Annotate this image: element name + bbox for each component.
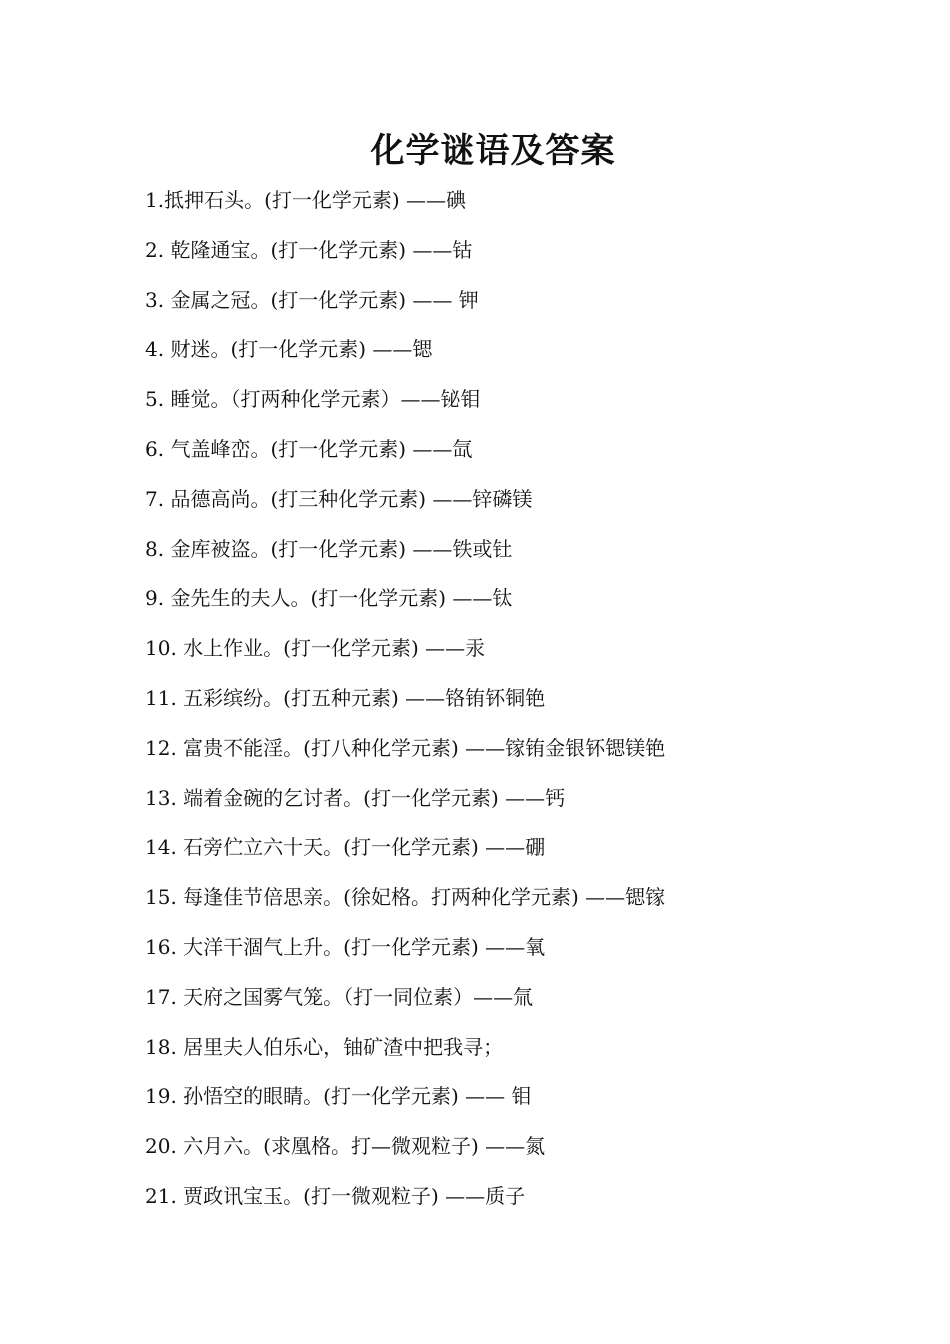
riddle-item: 20. 六月六。(求凰格。打—微观粒子) ——氮 (145, 1134, 546, 1159)
riddle-item: 4. 财迷。(打一化学元素) ——锶 (145, 337, 433, 362)
riddle-item: 18. 居里夫人伯乐心，铀矿渣中把我寻； (145, 1034, 504, 1059)
riddle-item: 17. 天府之国雾气笼。（打一同位素）——氚 (145, 984, 534, 1009)
riddle-item: 15. 每逢佳节倍思亲。(徐妃格。打两种化学元素) ——锶镓 (145, 885, 666, 910)
riddle-item: 5. 睡觉。（打两种化学元素）——铋钼 (145, 387, 481, 412)
riddle-item: 19. 孙悟空的眼睛。(打一化学元素) —— 钼 (145, 1084, 532, 1109)
riddle-item: 8. 金库被盗。(打一化学元素) ——铁或钍 (145, 536, 513, 561)
riddle-item: 2. 乾隆通宝。(打一化学元素) ——钴 (145, 237, 473, 262)
riddle-item: 12. 富贵不能淫。(打八种化学元素) ——镓铕金银钚锶镁铯 (145, 735, 666, 760)
riddle-item: 3. 金属之冠。(打一化学元素) —— 钾 (145, 287, 479, 312)
riddle-item: 6. 气盖峰峦。(打一化学元素) ——氙 (145, 436, 473, 461)
riddle-item: 10. 水上作业。(打一化学元素) ——汞 (145, 636, 486, 661)
riddle-item: 13. 端着金碗的乞讨者。(打一化学元素) ——钙 (145, 785, 566, 810)
riddle-item: 11. 五彩缤纷。(打五种元素) ——铬铕钚铜铯 (145, 685, 546, 710)
riddle-list (145, 180, 665, 1226)
riddle-item: 14. 石旁伫立六十天。(打一化学元素) ——硼 (145, 835, 546, 860)
riddle-item: 1.抵押石头。(打一化学元素) ——碘 (145, 188, 467, 212)
document-title: 化学谜语及答案 (370, 131, 616, 171)
riddle-item: 7. 品德高尚。(打三种化学元素) ——锌磷镁 (145, 486, 533, 511)
riddle-item: 21. 贾政讯宝玉。(打一微观粒子) ——质子 (145, 1183, 526, 1208)
riddle-item: 16. 大洋干涸气上升。(打一化学元素) ——氧 (145, 934, 546, 959)
riddle-item: 9. 金先生的夫人。(打一化学元素) ——钛 (145, 586, 513, 611)
